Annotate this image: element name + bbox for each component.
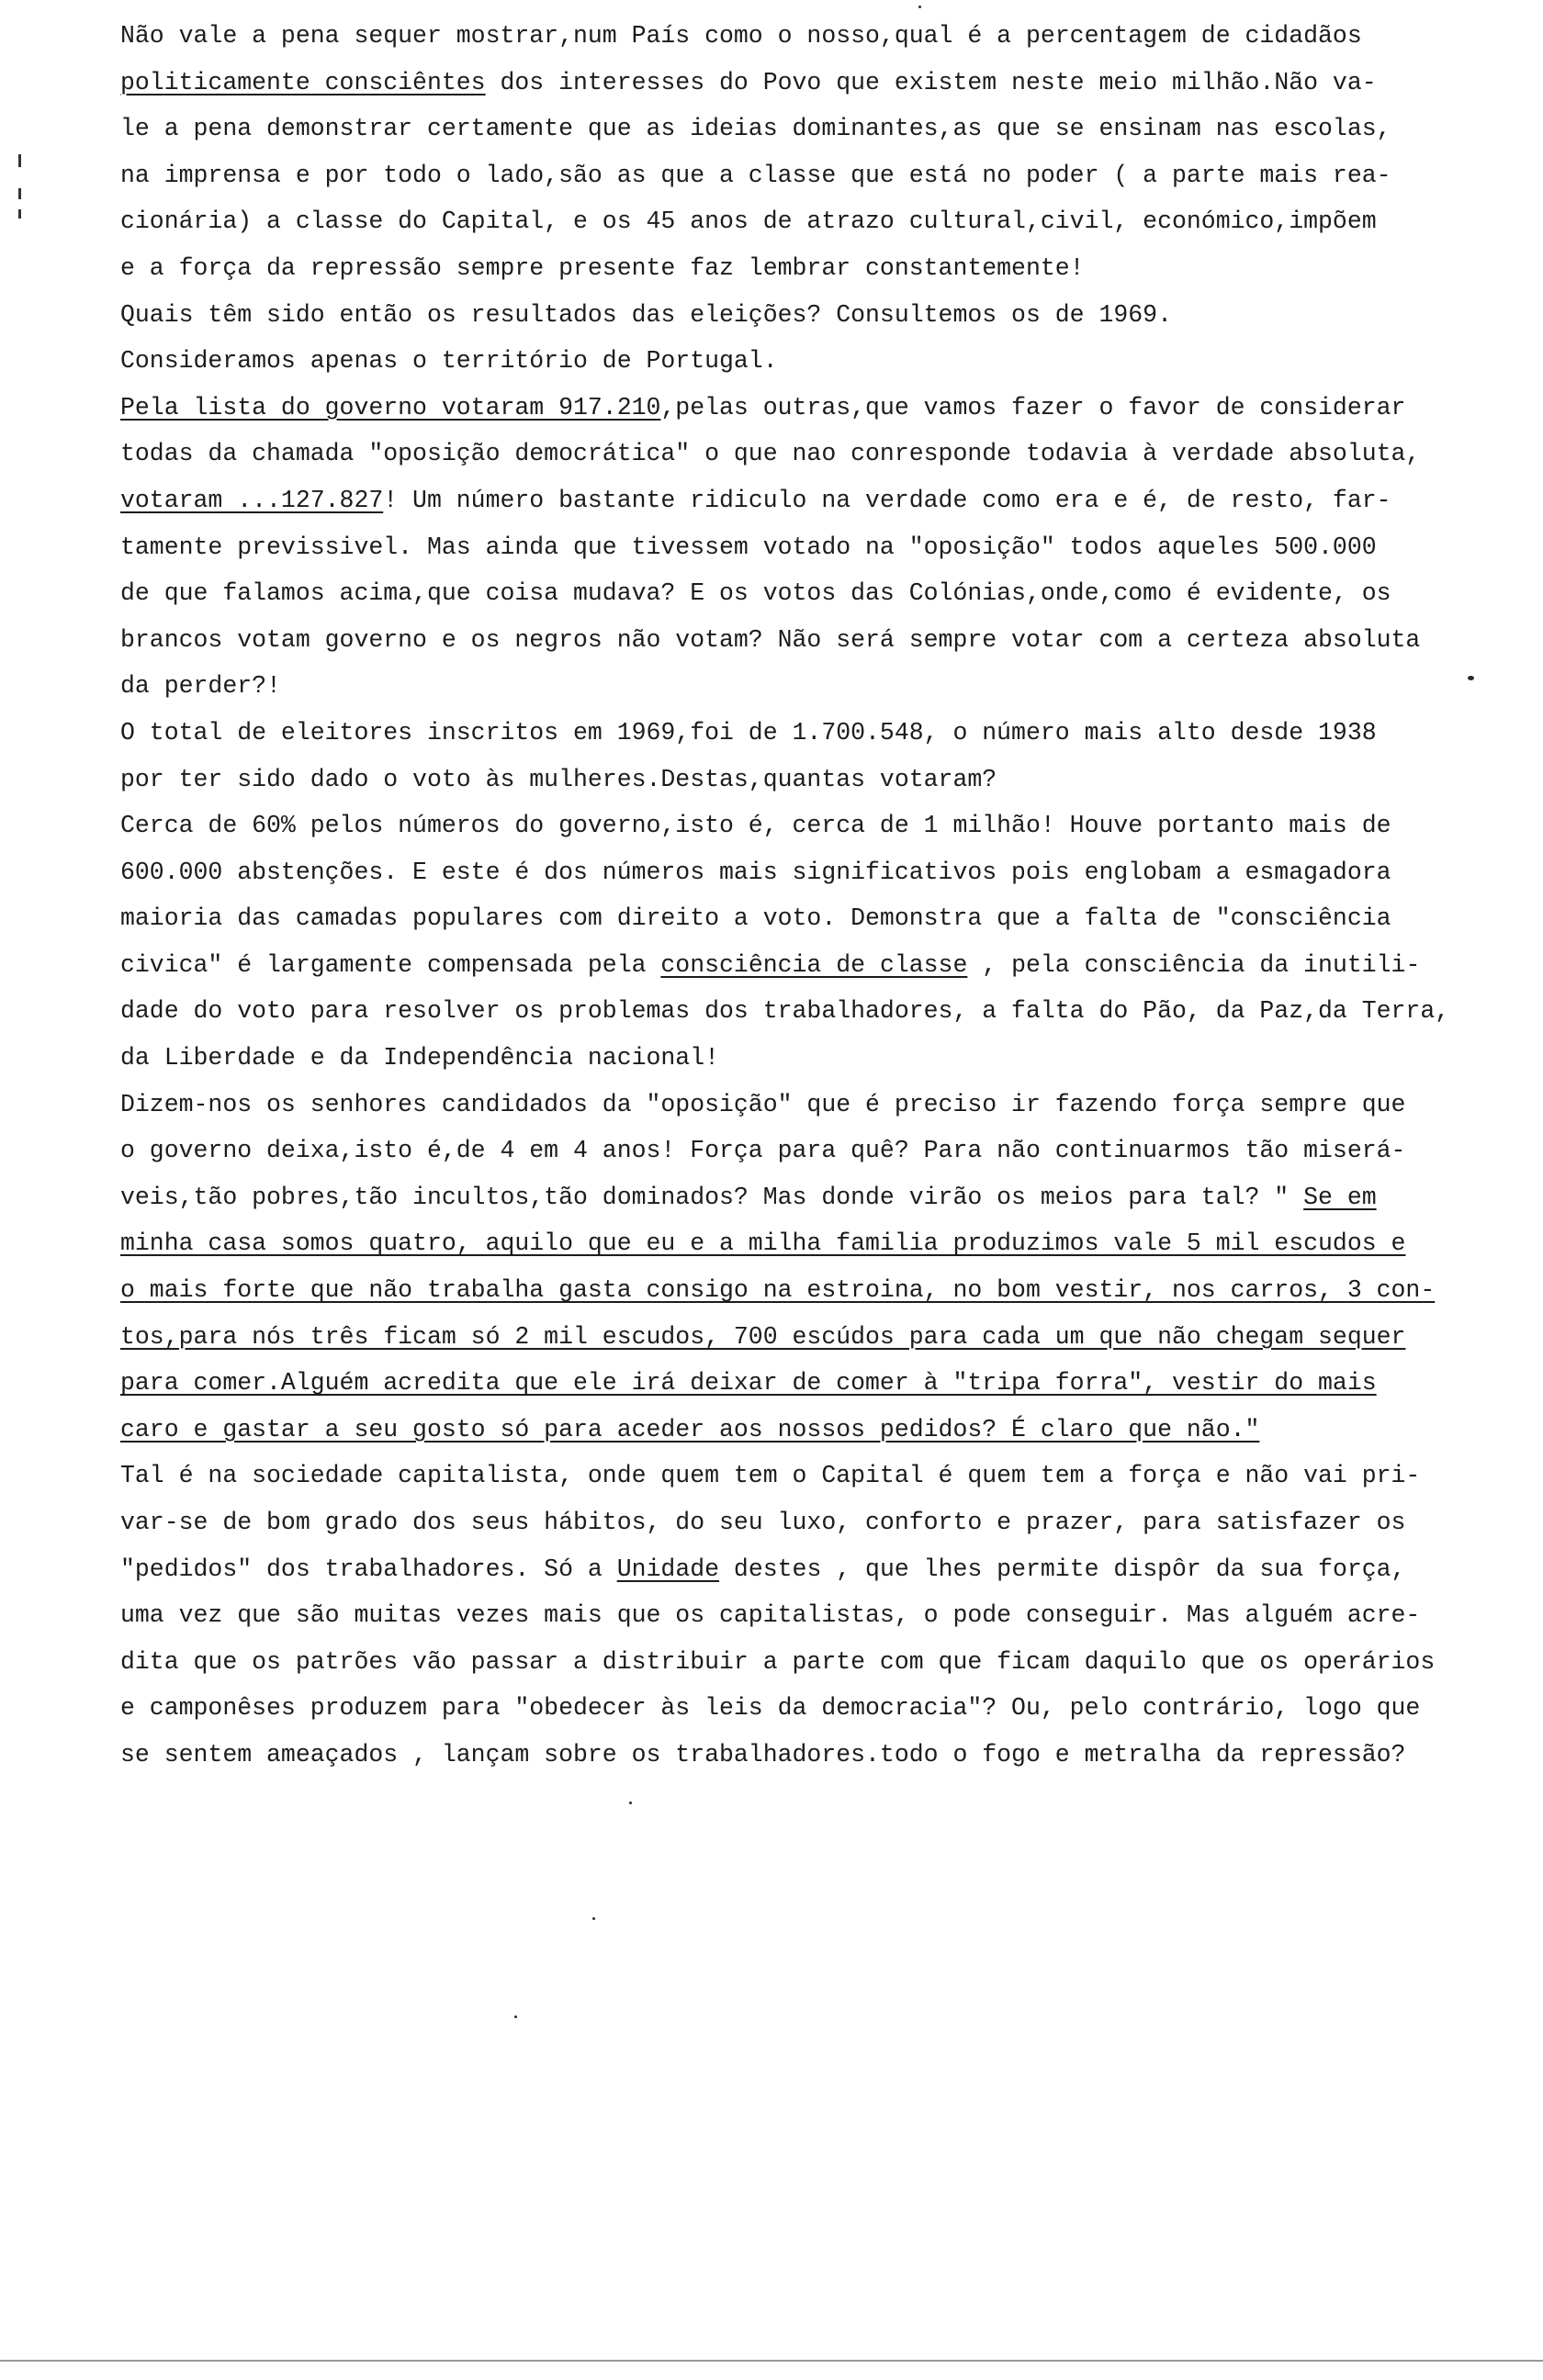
text-segment: uma vez que são muitas vezes mais que os capitalistas, o pode conseguir. Mas alguém acre- [120, 1601, 1421, 1630]
scan-speck [629, 1802, 632, 1804]
text-line [120, 292, 1443, 339]
text-segment: Tal é na sociedade capitalista, onde quem tem o Capital é quem tem a força e não vai pri- [120, 1462, 1421, 1490]
scan-speck [514, 2015, 517, 2018]
text-segment: de que falamos acima,que coisa mudava? E os votos das Colónias,onde,como é evidente, os [120, 579, 1391, 608]
text-line [120, 1592, 1443, 1639]
text-segment: da perder?! [120, 672, 281, 701]
text-line [120, 1220, 1443, 1267]
text-line [120, 1499, 1443, 1546]
underlined-text: politicamente consciêntes [120, 68, 486, 96]
text-line [120, 710, 1443, 757]
text-segment: le a pena demonstrar certamente que as ideias dominantes,as que se ensinam nas escolas, [120, 115, 1391, 143]
text-line [120, 1639, 1443, 1686]
text-line [120, 245, 1443, 292]
text-segment: maioria das camadas populares com direito a voto. Demonstra que a falta de "consciência [120, 904, 1391, 933]
text-segment: ! Um número bastante ridiculo na verdade como era e é, de resto, far- [383, 486, 1391, 514]
text-segment: e a força da repressão sempre presente faz lembrar constantemente! [120, 253, 1085, 282]
scan-speck [592, 1917, 595, 1920]
text-line [120, 198, 1443, 245]
text-segment: dade do voto para resolver os problemas dos trabalhadores, a falta do Pão, da Paz,da Terra, [120, 997, 1450, 1026]
text-line [120, 385, 1443, 432]
text-line [120, 942, 1443, 989]
text-line [120, 1267, 1443, 1314]
text-line [120, 849, 1443, 896]
underlined-text: minha casa somos quatro, aquilo que eu e a milha familia produzimos vale 5 mil escudos e [120, 1229, 1406, 1258]
text-line [120, 1360, 1443, 1407]
text-line [120, 1546, 1443, 1593]
text-line [120, 152, 1443, 199]
scan-edge-line [0, 2360, 1543, 2362]
text-segment: 600.000 abstenções. E este é dos números mais significativos pois englobam a esmagadora [120, 858, 1391, 886]
text-line [120, 803, 1443, 849]
text-line [120, 1453, 1443, 1499]
text-segment: Quais têm sido então os resultados das eleições? Consultemos os de 1969. [120, 300, 1172, 329]
text-segment: se sentem ameaçados , lançam sobre os trabalhadores.todo o fogo e metralha da repressão? [120, 1740, 1406, 1768]
text-segment: Dizem-nos os senhores candidados da "oposição" que é preciso ir fazendo força sempre que [120, 1090, 1406, 1118]
text-line [120, 1407, 1443, 1454]
text-segment: todas da chamada "oposição democrática" o que nao conresponde todavia à verdade absoluta, [120, 440, 1421, 468]
text-line [120, 477, 1443, 524]
underlined-text: para comer.Alguém acredita que ele irá deixar de comer à "tripa forra", vestir do mais [120, 1369, 1377, 1398]
text-segment: veis,tão pobres,tão incultos,tão dominados? Mas donde virão os meios para tal? " [120, 1183, 1304, 1211]
text-segment: dita que os patrões vão passar a distribuir a parte com que ficam daquilo que os operários [120, 1647, 1436, 1676]
text-segment: e camponêses produzem para "obedecer às leis da democracia"? Ou, pelo contrário, logo que [120, 1694, 1421, 1723]
text-line [120, 1732, 1443, 1779]
text-line [120, 60, 1443, 107]
underlined-text: o mais forte que não trabalha gasta consigo na estroina, no bom vestir, nos carros, 3 con- [120, 1276, 1436, 1305]
margin-mark [18, 188, 21, 199]
text-segment: ,pelas outras,que vamos fazer o favor de considerar [660, 393, 1406, 421]
scan-speck [1468, 676, 1474, 680]
margin-mark [18, 209, 21, 219]
underlined-text: Pela lista do governo votaram 917.210 [120, 393, 661, 421]
text-line [120, 1174, 1443, 1221]
text-segment: var-se de bom grado dos seus hábitos, do seu luxo, conforto e prazer, para satisfazer os [120, 1509, 1406, 1536]
text-segment: cionária) a classe do Capital, e os 45 anos de atrazo cultural,civil, económico,impõem [120, 208, 1377, 236]
text-line [120, 895, 1443, 942]
text-segment: destes , que lhes permite dispôr da sua força, [719, 1555, 1406, 1583]
text-segment: "pedidos" dos trabalhadores. Só a [120, 1555, 617, 1583]
text-segment: o governo deixa,isto é,de 4 em 4 anos! Força para quê? Para não continuarmos tão miserá- [120, 1137, 1406, 1165]
underlined-text: votaram ...127.827 [120, 486, 384, 514]
text-segment: na imprensa e por todo o lado,são as que a classe que está no poder ( a parte mais rea- [120, 161, 1391, 189]
text-segment: tamente previssivel. Mas ainda que tivessem votado na "oposição" todos aqueles 500.000 [120, 533, 1377, 561]
typewritten-text [120, 13, 1450, 1779]
text-line [120, 617, 1443, 664]
text-segment: , pela consciência da inutili- [967, 950, 1421, 979]
text-segment: da Liberdade e da Independência nacional! [120, 1044, 720, 1072]
text-line [120, 1685, 1443, 1732]
text-line [120, 338, 1443, 385]
underlined-text: Unidade [616, 1555, 720, 1583]
text-line [120, 1082, 1443, 1128]
text-line [120, 106, 1443, 152]
text-line [120, 988, 1450, 1035]
text-line [120, 757, 1443, 803]
text-segment: por ter sido dado o voto às mulheres.Destas,quantas votaram? [120, 765, 997, 793]
text-line [120, 1128, 1443, 1174]
underlined-text: Se em [1303, 1183, 1377, 1211]
text-line [120, 663, 1443, 710]
text-line [120, 570, 1443, 617]
margin-mark [18, 154, 21, 167]
text-line [120, 431, 1443, 477]
underlined-text: tos,para nós três ficam só 2 mil escudos, 700 escúdos para cada um que não chegam sequer [120, 1322, 1406, 1351]
text-line [120, 1314, 1443, 1361]
text-segment: O total de eleitores inscritos em 1969,foi de 1.700.548, o número mais alto desde 1938 [120, 718, 1377, 747]
text-segment: Não vale a pena sequer mostrar,num País como o nosso,qual é a percentagem de cidadãos [120, 22, 1362, 50]
text-segment: Consideramos apenas o território de Portugal. [120, 347, 778, 376]
text-segment: brancos votam governo e os negros não votam? Não será sempre votar com a certeza absoluta [120, 625, 1421, 654]
text-segment: dos interesses do Povo que existem neste meio milhão.Não va- [485, 68, 1377, 96]
text-segment: civica" é largamente compensada pela [120, 950, 661, 979]
text-line [120, 1035, 1443, 1082]
text-line [120, 524, 1443, 571]
text-line [120, 13, 1443, 60]
underlined-text: consciência de classe [660, 950, 968, 979]
scan-speck [918, 6, 921, 8]
underlined-text: caro e gastar a seu gosto só para aceder aos nossos pedidos? É claro que não." [120, 1415, 1260, 1443]
text-segment: Cerca de 60% pelos números do governo,isto é, cerca de 1 milhão! Houve portanto mais de [120, 812, 1391, 840]
